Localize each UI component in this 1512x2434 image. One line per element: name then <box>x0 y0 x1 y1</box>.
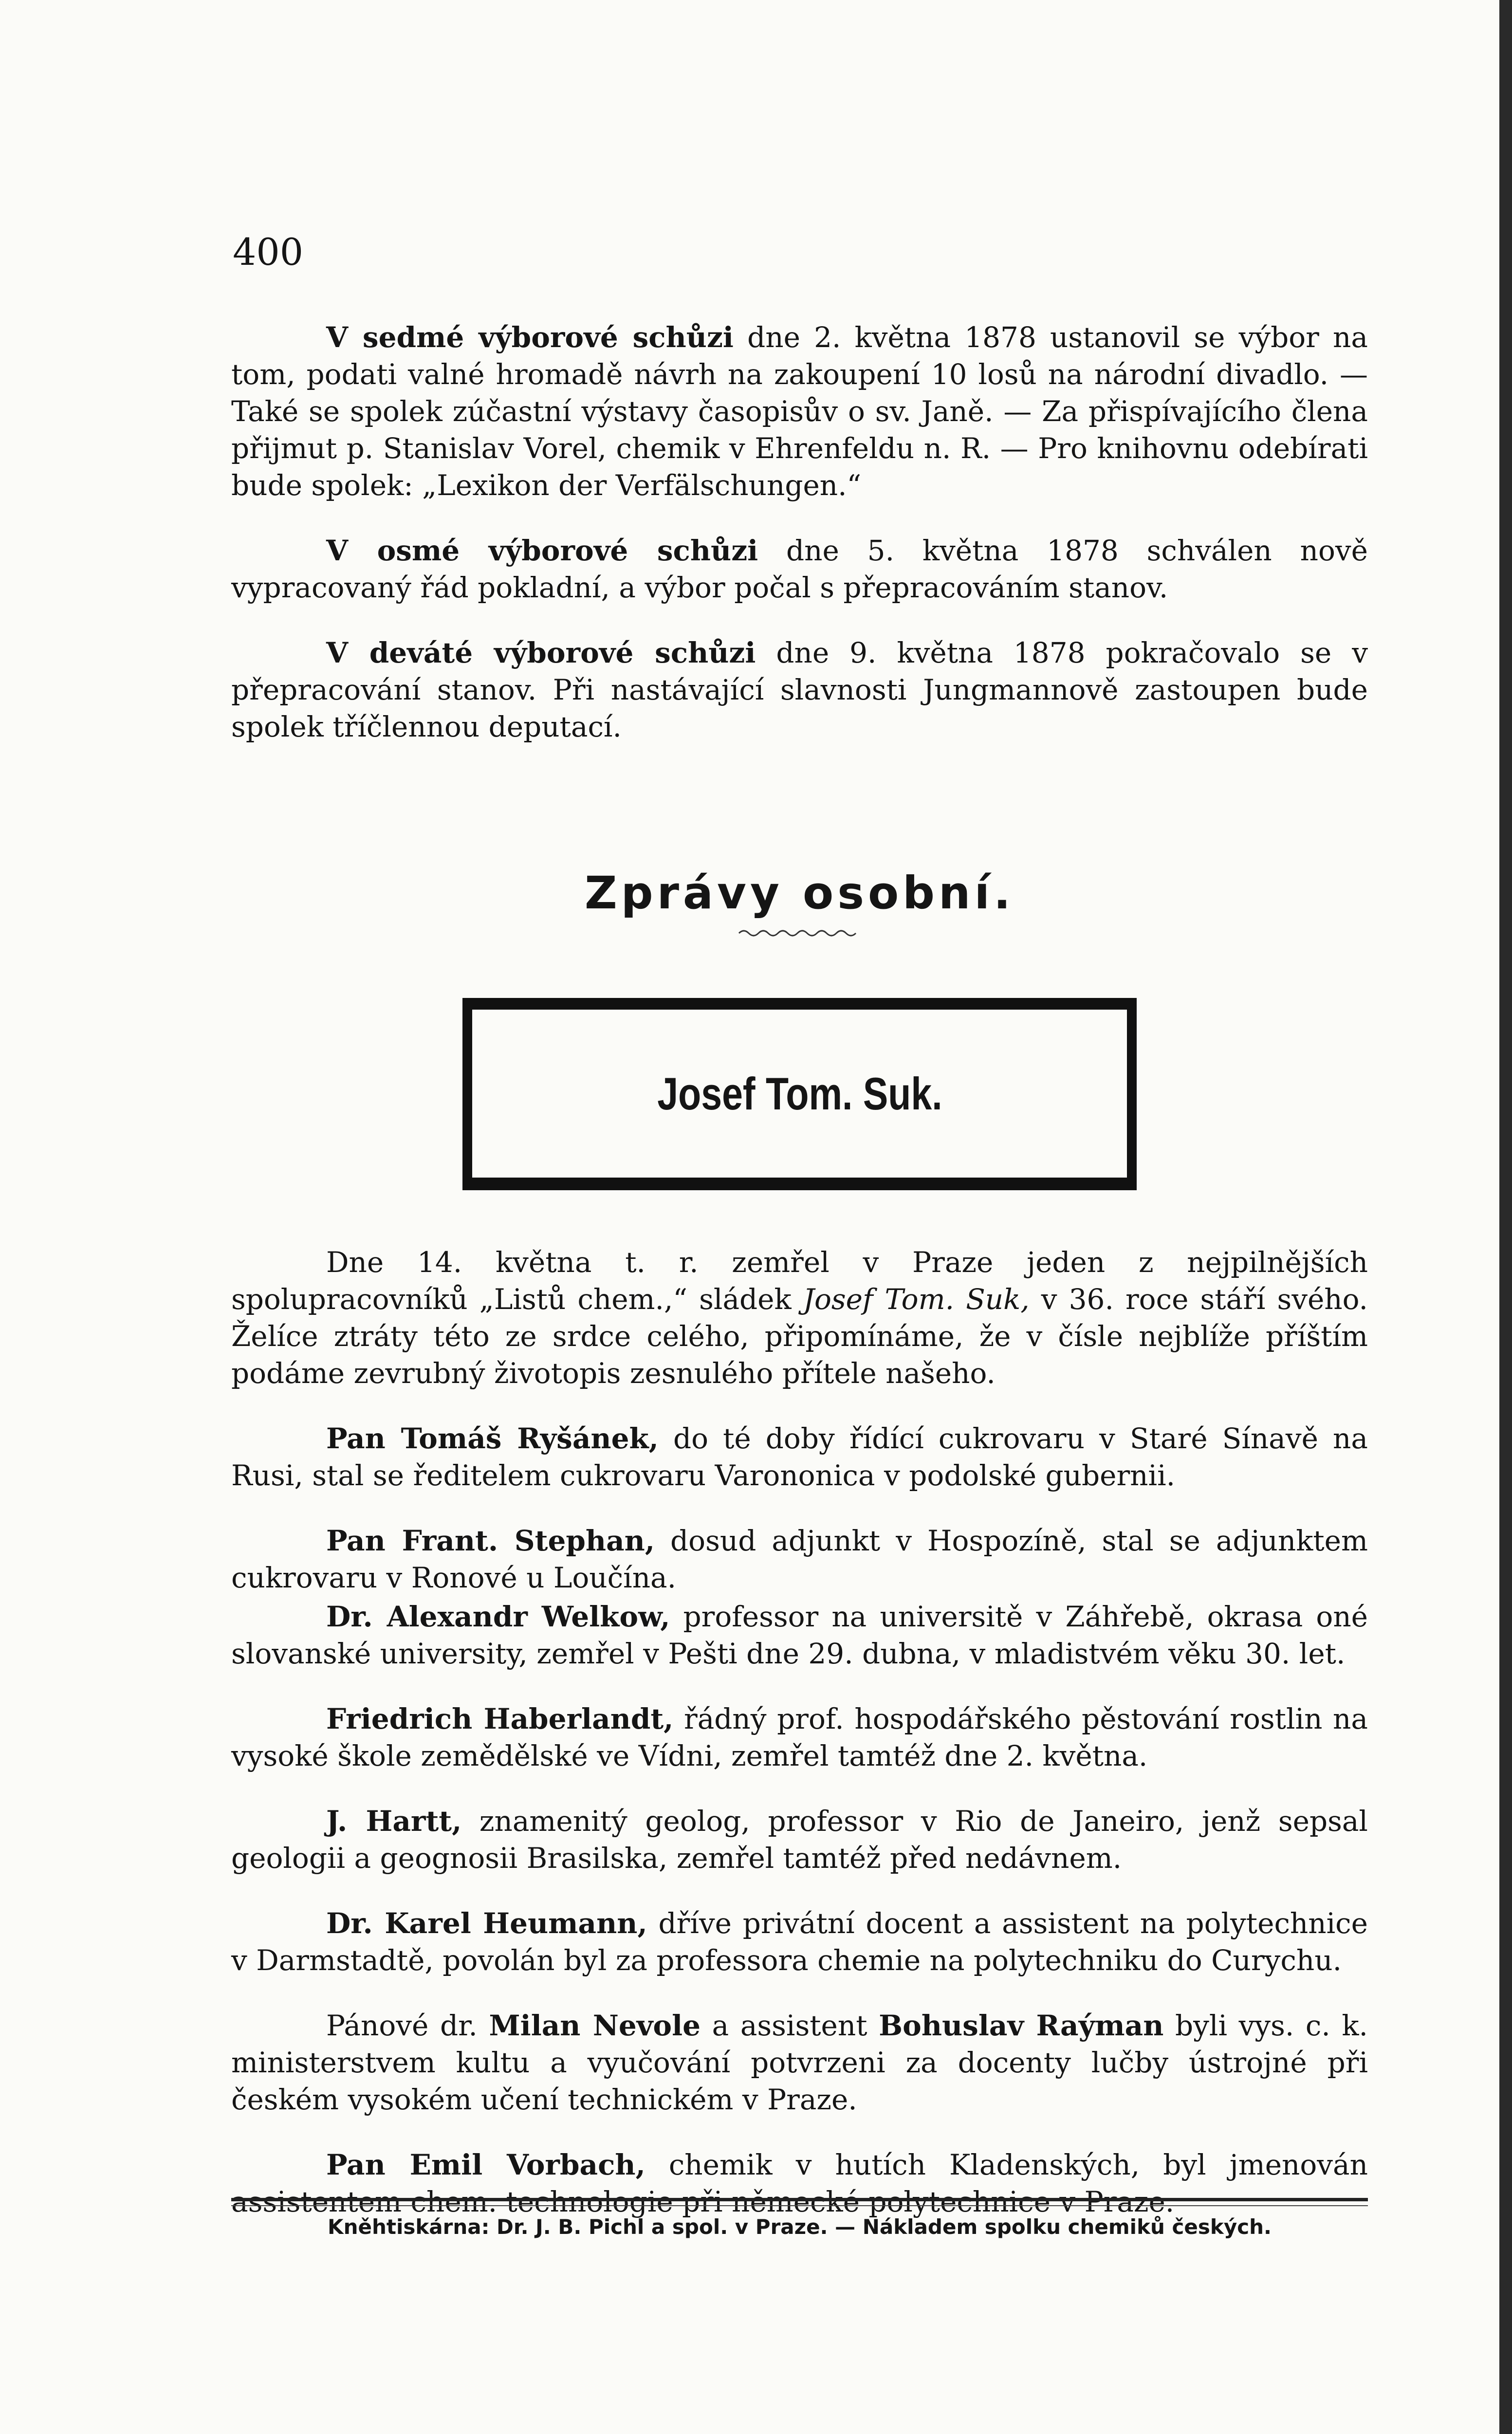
footer-rule-thin <box>231 2205 1368 2206</box>
paragraph-lead: V sedmé výborové schůzi <box>326 321 734 354</box>
imprint-footer: Kněhtiskárna: Dr. J. B. Pichl a spol. v Praze. — Nákladem spolku chemiků českých. <box>328 2215 1272 2239</box>
paragraph-ninth-meeting <box>231 634 1368 745</box>
paragraph-text: dne 9. května 1878 pokračovalo se v přepracování stanov. Při nastávající slavnosti Jungmannově zastoupen bude spolek tříčlennou deputací. <box>231 636 1368 743</box>
news-text: chemik v hutích Kladenských, byl jmenován assistentem chem. technologie při německé polytechnice v Praze. <box>231 2148 1368 2218</box>
news-lead: Pan Frant. Stephan, <box>326 1524 655 1557</box>
news-item <box>231 1598 1368 1672</box>
page-number: 400 <box>233 230 304 274</box>
news-lead: Pan Emil Vorbach, <box>326 2148 645 2181</box>
news-text: byli vys. c. k. ministerstvem kultu a vyučování potvrzeni za docenty lučby ústrojné při českém vysokém učení technickém v Praze. <box>231 2009 1368 2116</box>
obituary-italic-name: Josef Tom. Suk, <box>803 1283 1030 1316</box>
paragraph-seventh-meeting <box>231 319 1368 504</box>
news-text: dosud adjunkt v Hospozíně, stal se adjunktem cukrovaru v Ronové u Loučína. <box>231 1524 1368 1594</box>
paragraph-lead: V osmé výborové schůzi <box>326 534 758 567</box>
news-lead: Bohuslav Raýman <box>879 2009 1164 2042</box>
mourning-frame <box>462 998 1137 1190</box>
obituary-text-start: Dne 14. května t. r. zemřel v Praze jeden z nejpilnějších spolupracovníků „Listů chem.,“ sládek <box>231 1246 1368 1316</box>
paragraph-lead: V deváté výborové schůzi <box>326 636 756 669</box>
news-item <box>231 1700 1368 1774</box>
news-item <box>231 2146 1368 2220</box>
paragraph-text: dne 5. května 1878 schválen nově vypracovaný řád pokladní, a výbor počal s přepracováním stanov. <box>231 534 1368 604</box>
obituary-name: Josef Tom. Suk. <box>657 1068 942 1119</box>
news-lead: Dr. Karel Heumann, <box>326 1907 647 1940</box>
obituary-text-end: v 36. roce stáří svého. Želíce ztráty této ze srdce celého, připomínáme, že v čísle nejblíže příštím podáme zevrubný životopis zesnulého přítele našeho. <box>231 1283 1368 1390</box>
news-item <box>231 1905 1368 1979</box>
news-text: Pánové dr. <box>326 2009 489 2042</box>
paragraph-eighth-meeting <box>231 532 1368 606</box>
page-content <box>231 319 1368 2249</box>
news-item <box>231 1420 1368 1494</box>
news-item <box>231 1803 1368 1877</box>
news-text: znamenitý geolog, professor v Rio de Janeiro, jenž sepsal geologii a geognosii Brasilska, zemřel tamtéž před nedávnem. <box>231 1805 1368 1875</box>
obituary-paragraph <box>231 1244 1368 1392</box>
news-lead: Milan Nevole <box>489 2009 701 2042</box>
news-text: a assistent <box>701 2009 879 2042</box>
news-text: do té doby řídící cukrovaru v Staré Sínavě na Rusi, stal se ředitelem cukrovaru Varononica v podolské gubernii. <box>231 1422 1368 1492</box>
news-item-appointment <box>231 2007 1368 2118</box>
news-text: professor na universitě v Záhřebě, okrasa oné slovanské university, zemřel v Pešti dne 29. dubna, v mladistvém věku 30. let. <box>231 1600 1368 1670</box>
news-lead: Friedrich Haberlandt, <box>326 1702 674 1735</box>
news-text: dříve privátní docent a assistent na polytechnice v Darmstadtě, povolán byl za professora chemie na polytechniku do Curychu. <box>231 1907 1368 1977</box>
section-heading: Zprávy osobní. <box>585 867 1014 919</box>
news-lead: J. Hartt, <box>326 1805 462 1838</box>
news-lead: Pan Tomáš Ryšánek, <box>326 1422 659 1455</box>
footer-rule <box>231 2198 1368 2201</box>
wavy-ornament <box>737 926 863 940</box>
news-item <box>231 1522 1368 1596</box>
paragraph-text: dne 2. května 1878 ustanovil se výbor na tom, podati valné hromadě návrh na zakoupení 10 losů na národní divadlo. — Také se spolek zúčastní výstavy časopisův o sv. Janě. — Za přispívajícího člena přijmut p. Stanislav Vorel, chemik v Ehrenfeldu n. R. — Pro knihovnu odebírati bude spolek: „Lexikon der Verfälschungen.“ <box>231 321 1368 502</box>
news-text: řádný prof. hospodářského pěstování rostlin na vysoké škole zemědělské ve Vídni, zemřel tamtéž dne 2. května. <box>231 1702 1368 1772</box>
news-lead: Dr. Alexandr Welkow, <box>326 1600 670 1633</box>
